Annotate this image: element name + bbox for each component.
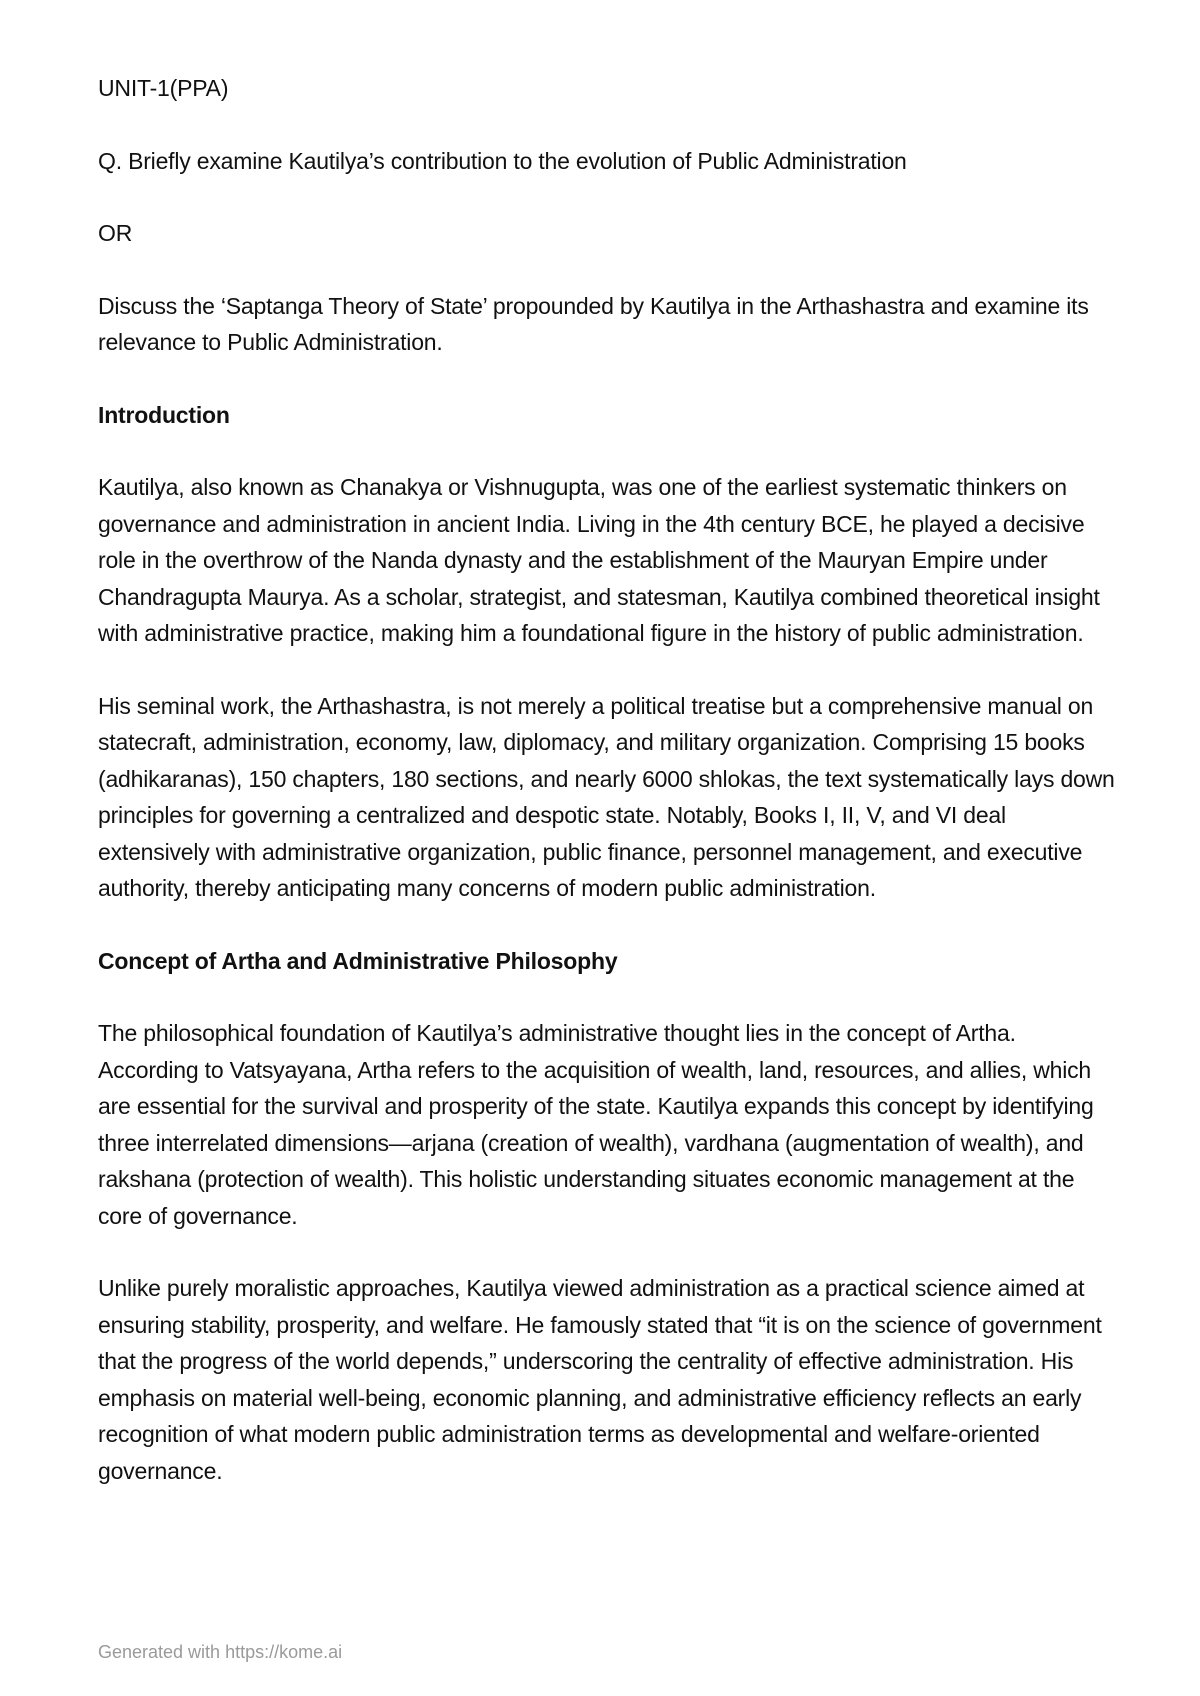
or-separator: OR xyxy=(98,220,133,246)
paragraph: His seminal work, the Arthashastra, is not merely a political treatise but a comprehensive manual on statecraft, administration, economy, law, diplomacy, and military organization. Comprising 15 books (adhikaranas), 150 chapters, 180 sections, and nearly 6000 shlokas, the text systematically lays down principles for governing a centralized and despotic state. Notably, Books I, II, V, and VI deal extensively with administrative organization, public finance, personnel management, and executive authority, thereby anticipating many concerns of modern public administration. xyxy=(98,692,1115,901)
question-text: Q. Briefly examine Kautilya’s contribution to the evolution of Public Administration xyxy=(98,147,907,174)
section-heading-artha: Concept of Artha and Administrative Philosophy xyxy=(98,947,618,974)
unit-title: UNIT-1(PPA) xyxy=(98,75,229,101)
paragraph: Kautilya, also known as Chanakya or Vishnugupta, was one of the earliest systematic thinkers on governance and administration in ancient India. Living in the 4th century BCE, he played a decisive role in the overthrow of the Nanda dynasty and the establishment of the Mauryan Empire under Chandragupta Maurya. As a scholar, strategist, and statesman, Kautilya combined theoretical insight with administrative practice, making him a foundational figure in the history of public administration. xyxy=(98,474,1100,646)
paragraph: The philosophical foundation of Kautilya’s administrative thought lies in the concept of Artha. According to Vatsyayana, Artha refers to the acquisition of wealth, land, resources, and allies, which are essential for the survival and prosperity of the state. Kautilya expands this concept by identifying three interrelated dimensions—arjana (creation of wealth), vardhana (augmentation of wealth), and rakshana (protection of wealth). This holistic understanding situates economic management at the core of governance. xyxy=(98,1020,1094,1229)
document-page xyxy=(98,70,1118,1525)
footer-generated-link[interactable]: Generated with https://kome.ai xyxy=(98,1642,343,1662)
paragraph: Unlike purely moralistic approaches, Kautilya viewed administration as a practical science aimed at ensuring stability, prosperity, and welfare. He famously stated that “it is on the science of government that the progress of the world depends,” underscoring the centrality of effective administration. His emphasis on material well-being, economic planning, and administrative efficiency reflects an early recognition of what modern public administration terms as developmental and welfare-oriented governance. xyxy=(98,1275,1102,1484)
discuss-question: Discuss the ‘Saptanga Theory of State’ propounded by Kautilya in the Arthashastra and examine its relevance to Public Administration. xyxy=(98,292,1089,355)
section-heading-introduction: Introduction xyxy=(98,401,230,428)
